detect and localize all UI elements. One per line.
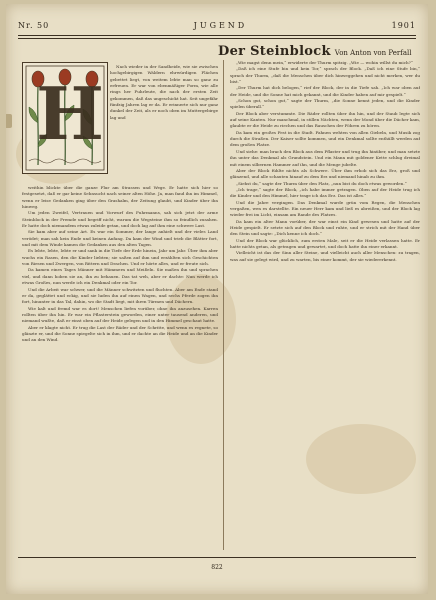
issue-number: Nr. 50 bbox=[18, 20, 50, 30]
paragraph: Da kam ein großes Fest in die Stadt. Fahnen wehten von allen Giebeln, und Musik zog durch die Straßen. Der Kaiser sollte kommen, und ein Denkmal sollte enthüllt werden auf dem großen Platze. bbox=[230, 129, 420, 148]
paragraph: Der Block aber verstummte. Die Räder rollten über ihn hin, und der Staub legte sich auf seine Kanten. Nur manchmal, in stillen Nächten, wenn der Mond über die Dächer kam, glaubte er die Heide zu riechen und das Rauschen der Föhren zu hören. bbox=[230, 110, 420, 129]
drop-cap-letter: H bbox=[36, 71, 105, 156]
column-left-top bbox=[110, 64, 218, 182]
paragraph: Und die Arbeit war schwer, und die Männer schwitzten und fluchten. Aber am Ende stand er da, geglättet und eckig, und sie luden ihn auf einen Wagen, und sechs Pferde zogen ihn fort, hinunter in das Tal, dahin, wo die Stadt liegt, mit ihren Türmen und Dächern. bbox=[22, 286, 218, 305]
paragraph: Nach wieder in der Sandheide, wie sie zwischen hochgebirgigen Wäldern ehrwürdigen Flächen gebettet liegt, von weitem lebte man so ganz zu erfreuen. Er war von ebenmäßiger Form, wie alle rings her Fuhrleute, die nach der ersten Zeit gekommen, daß das ungeschickt hat. Seit ungefähr fünfzig Jahren lag er da. Er erinnerte sich nur ganz dunkel der Zeit, als er noch oben im Muttergebirge lag und bbox=[110, 64, 218, 120]
paragraph: Und der Block war glücklich, zum ersten Male, seit er die Heide verlassen hatte. Er hatte nichts getan, als getragen und gewartet, und doch hatte ihn einer erkannt. bbox=[230, 237, 420, 249]
paragraph: Vielleicht ist das der Sinn aller Steine, und vielleicht auch aller Menschen: zu tragen, was auf sie gelegt wird, und zu warten, bis einer kommt, der sie wiedererkennt. bbox=[230, 250, 420, 262]
paragraph: Um jeden Zweifel, Vertrauen und Vorwurf des Fuhrmanns, sah sich jetzt der arme Steinblock in der Fremde und begriff nicht, warum die Wegsteine ihm so feindlich zusahen. Er hatte doch niemandem etwas zuleide getan, und doch lag auf ihm eine schwere Last. bbox=[22, 210, 218, 229]
paragraph: Sie kam aber auf seine Art. Es war ein Sommer, der lange anhielt und der vieles Land verödet; man sah kein Ende und keinen Anfang. Da kam der Wind und trieb die Blätter fort, und mit dem Winde kamen die Gedanken aus den alten Tagen. bbox=[22, 229, 218, 248]
paragraph: Es lebte, lebte, lebte er und sank in die Tiefe der Erde hinein, Jahr um Jahr. Über ihm aber wuchs ein Rasen, den die Kinder liebten; sie saßen auf ihm und erzählten sich Geschichten von Riesen und Zwergen, von Rittern und Drachen. Und er hörte alles, und er freute sich. bbox=[22, 248, 218, 267]
paragraph: „Schon gut, schon gut,“ sagte der Thurm, „die Sonne kennt jeden, und die Kinder spielen überall.“ bbox=[230, 98, 420, 110]
column-right bbox=[230, 60, 420, 550]
paragraph: „Wie magst denn mein,“ erwiderte der Thurm spitzig. „Wie — wohin willst du mich?“ bbox=[236, 60, 413, 65]
paragraph: Aber der Block fühlte nichts als Schwere. Über ihm erhob sich das Erz, groß und glänzend, und alle schauten hinauf zu dem Erz und niemand hinab zu ihm. bbox=[230, 167, 420, 180]
column-left-bottom bbox=[22, 185, 218, 550]
paragraph: „Der Thurm hat dich belogen,“ rief der Block, der in die Tiefe sah. „Ich war oben auf der Heide, und die Sonne hat mich gekannt, und die Kinder haben auf mir gespielt.“ bbox=[230, 85, 420, 97]
article-byline: Von Anton von Perfall bbox=[334, 49, 412, 57]
paragraph: „Ich trage,“ sagte der Block, „ich habe immer getragen. Oben auf der Heide trug ich die Kinder und den Himmel, hier trage ich das Erz. Das ist alles.“ bbox=[230, 186, 420, 199]
column-divider bbox=[223, 60, 224, 550]
paragraph: Da kamen eines Tages Männer mit Hämmern und Meißeln. Sie maßen ihn und sprachen viel, und dann hoben sie an, ihn zu behauen. Das tat weh, aber er dachte: Nun werde ich etwas Großes, nun werde ich ein Denkmal oder ein Tor. bbox=[22, 267, 218, 286]
page-number: 822 bbox=[211, 564, 223, 571]
magazine-page bbox=[6, 4, 428, 594]
issue-year: 1901 bbox=[391, 20, 416, 30]
page-header bbox=[18, 18, 416, 32]
paragraph: „Daß ich eine Stufe bin und kein Tor,“ sprach der Block. „Daß ich eine Stufe bin,“ sprach der Thurm, „daß die Menschen über dich hinweggehen und nicht merken, wer du bist.“ bbox=[230, 66, 420, 85]
paragraph: weithin blickte über die ganze Flur am Strassen und Wege. Er hatte sich hier so festgesetzt, daß er gar keine Sehnsucht nach seiner alten Höhe. Ja, man fand ihn im Himmel, wenn er leise Gedanken ging über den Grashalm, der Zeitung glaubt, und Kinder über ihn hinweg. bbox=[22, 185, 218, 210]
paragraph: Aber er klagte nicht. Er trug die Last der Räder und der Schritte, und wenn es regnete, so glänzte er, und die Sonne spiegelte sich in ihm, und er dachte an die Heide und an die Kinder und an den Wind. bbox=[22, 324, 218, 343]
article-headline bbox=[218, 44, 418, 59]
paragraph: Und die Jahre vergingen. Das Denkmal wurde grün vom Regen, die Menschen vergaßen, wen es darstellte. Ein neuer Herr kam und ließ es abreißen, und der Block lag wieder frei im Licht, einsam am Rande des Platzes. bbox=[230, 199, 420, 218]
header-rule bbox=[18, 35, 416, 36]
paragraph: Und siehe: man brach den Block aus dem Pflaster und trug ihn hinüber, und man setzte ihn unter das Denkmal als Grundstein. Und ein Mann mit goldener Kette schlug dreimal mit einem silbernen Hammer auf ihn, und die Menge jubelte. bbox=[230, 148, 420, 167]
article-title: Der Steinblock bbox=[218, 44, 331, 59]
footer-rule bbox=[18, 557, 416, 558]
header-rule bbox=[18, 38, 416, 39]
page-tab-mark bbox=[6, 114, 12, 128]
paragraph: „Siehst du,“ sagte der Thurm über den Platz, „nun bist du doch etwas geworden.“ bbox=[236, 180, 407, 186]
paragraph: Wie kalt und fremd war es dort! Menschen liefen vorüber, ohne ihn anzusehen. Karren rollten über ihn hin. Er war ein Pflasterstein geworden, einer unter tausend anderen, und niemand wußte, daß er einst oben auf der Heide gelegen und in den Himmel geschaut hatte. bbox=[22, 305, 218, 324]
magazine-title: JUGEND bbox=[193, 20, 248, 30]
paragraph: Da kam ein alter Mann vorüber, der war einst ein Kind gewesen und hatte auf der Heide gespielt. Er setzte sich auf den Block und ruhte, und er strich mit der Hand über den Stein und sagte: „Dich kenne ich doch.“ bbox=[230, 218, 420, 237]
